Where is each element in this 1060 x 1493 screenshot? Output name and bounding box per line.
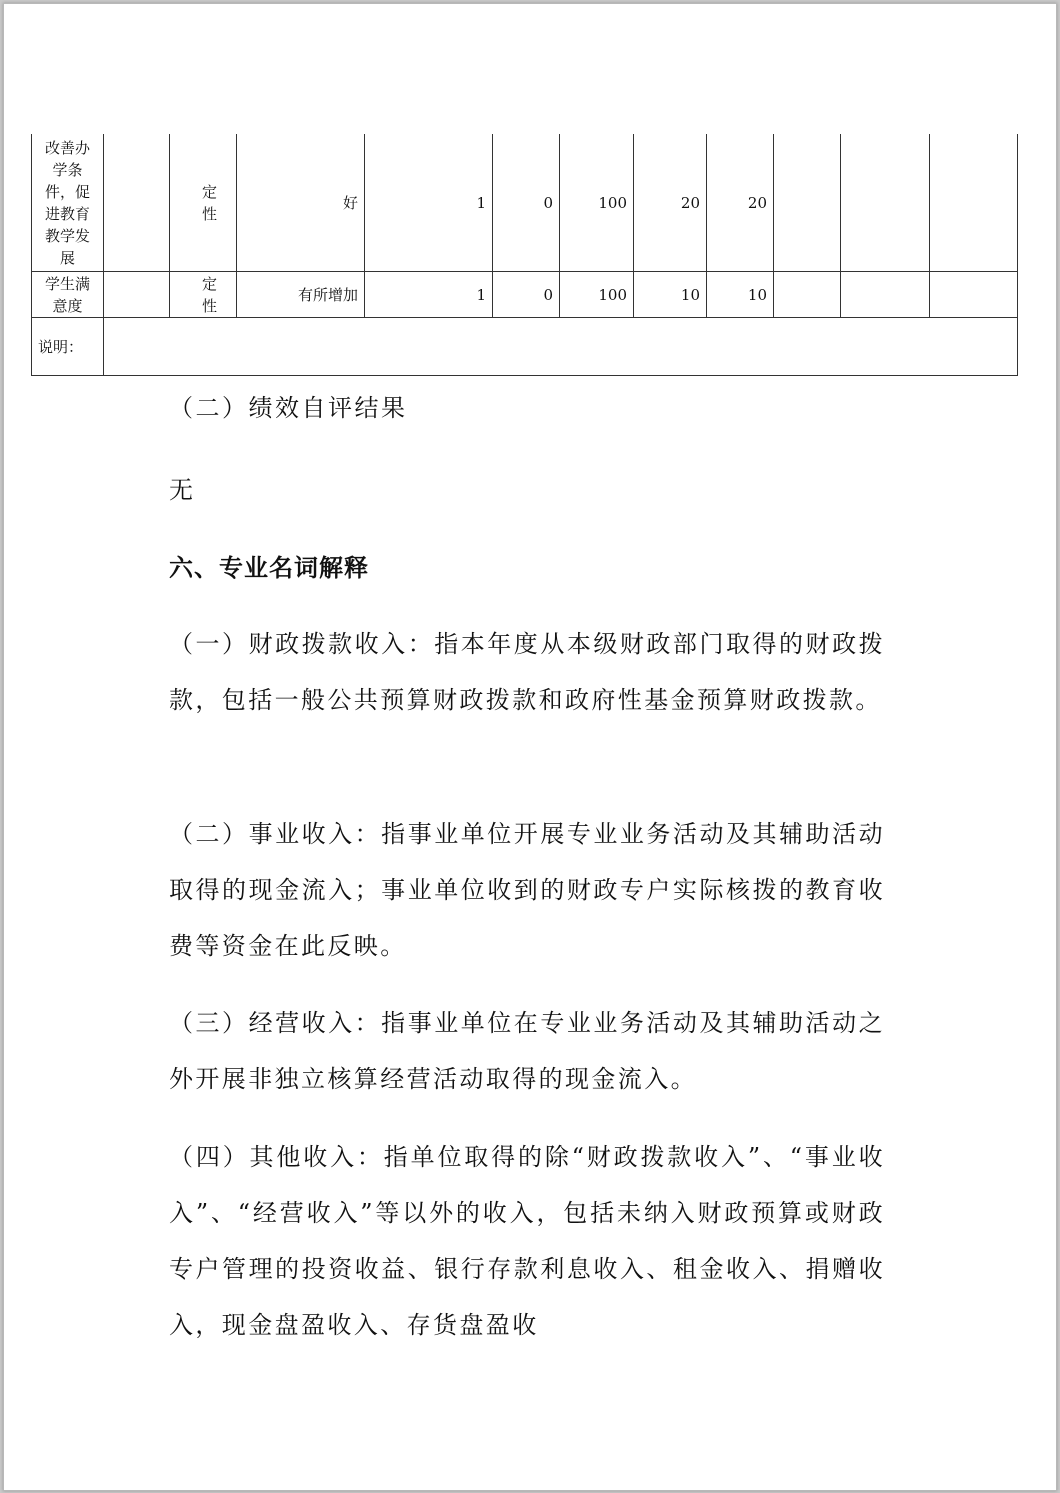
indicator-cell: 学生满意度 <box>32 272 104 318</box>
value-cell <box>841 272 930 318</box>
empty-cell <box>104 134 170 272</box>
paragraph-business-income: （二）事业收入：指事业单位开展专业业务活动及其辅助活动取得的现金流入；事业单位收到的财政专户实际核拨的教育收费等资金在此反映。 <box>169 820 885 960</box>
value-cell <box>774 134 841 272</box>
table-note-row <box>32 318 1018 376</box>
value-cell <box>774 272 841 318</box>
weight-cell: 1 <box>365 134 493 272</box>
note-value <box>104 318 1018 376</box>
target-cell: 有所增加 <box>237 272 365 318</box>
value-cell: 0 <box>493 134 560 272</box>
indicator-cell: 改善办学条件，促进教育教学发展 <box>32 134 104 272</box>
document-page <box>3 3 1057 1491</box>
paragraph-fiscal-income: （一）财政拨款收入：指本年度从本级财政部门取得的财政拨款，包括一般公共预算财政拨款和政府性基金预算财政拨款。 <box>169 630 885 714</box>
self-eval-content: 无 <box>169 476 196 504</box>
value-cell: 100 <box>560 272 634 318</box>
value-cell: 0 <box>493 272 560 318</box>
table-row <box>32 134 1018 272</box>
value-cell <box>841 134 930 272</box>
table-row <box>32 272 1018 318</box>
note-label: 说明： <box>32 318 104 376</box>
value-cell <box>930 134 1018 272</box>
self-eval-heading: （二）绩效自评结果 <box>169 394 408 422</box>
paragraph-operating-income: （三）经营收入：指事业单位在专业业务活动及其辅助活动之外开展非独立核算经营活动取得的现金流入。 <box>169 1009 885 1093</box>
empty-cell <box>104 272 170 318</box>
paragraph-other-income: （四）其他收入：指单位取得的除“财政拨款收入”、“事业收入”、“经营收入”等以外的收入，包括未纳入财政预算或财政专户管理的投资收益、银行存款利息收入、租金收入、捐赠收入，现金盘盈收入、存货盘盈收 <box>169 1143 885 1339</box>
value-cell <box>930 272 1018 318</box>
weight-cell: 1 <box>365 272 493 318</box>
value-cell: 10 <box>634 272 707 318</box>
type-cell: 定性 <box>170 272 237 318</box>
type-cell: 定性 <box>170 134 237 272</box>
value-cell: 10 <box>707 272 774 318</box>
value-cell: 20 <box>634 134 707 272</box>
target-cell: 好 <box>237 134 365 272</box>
section-heading: 六、专业名词解释 <box>169 554 369 582</box>
value-cell: 100 <box>560 134 634 272</box>
performance-table <box>31 134 1018 376</box>
value-cell: 20 <box>707 134 774 272</box>
